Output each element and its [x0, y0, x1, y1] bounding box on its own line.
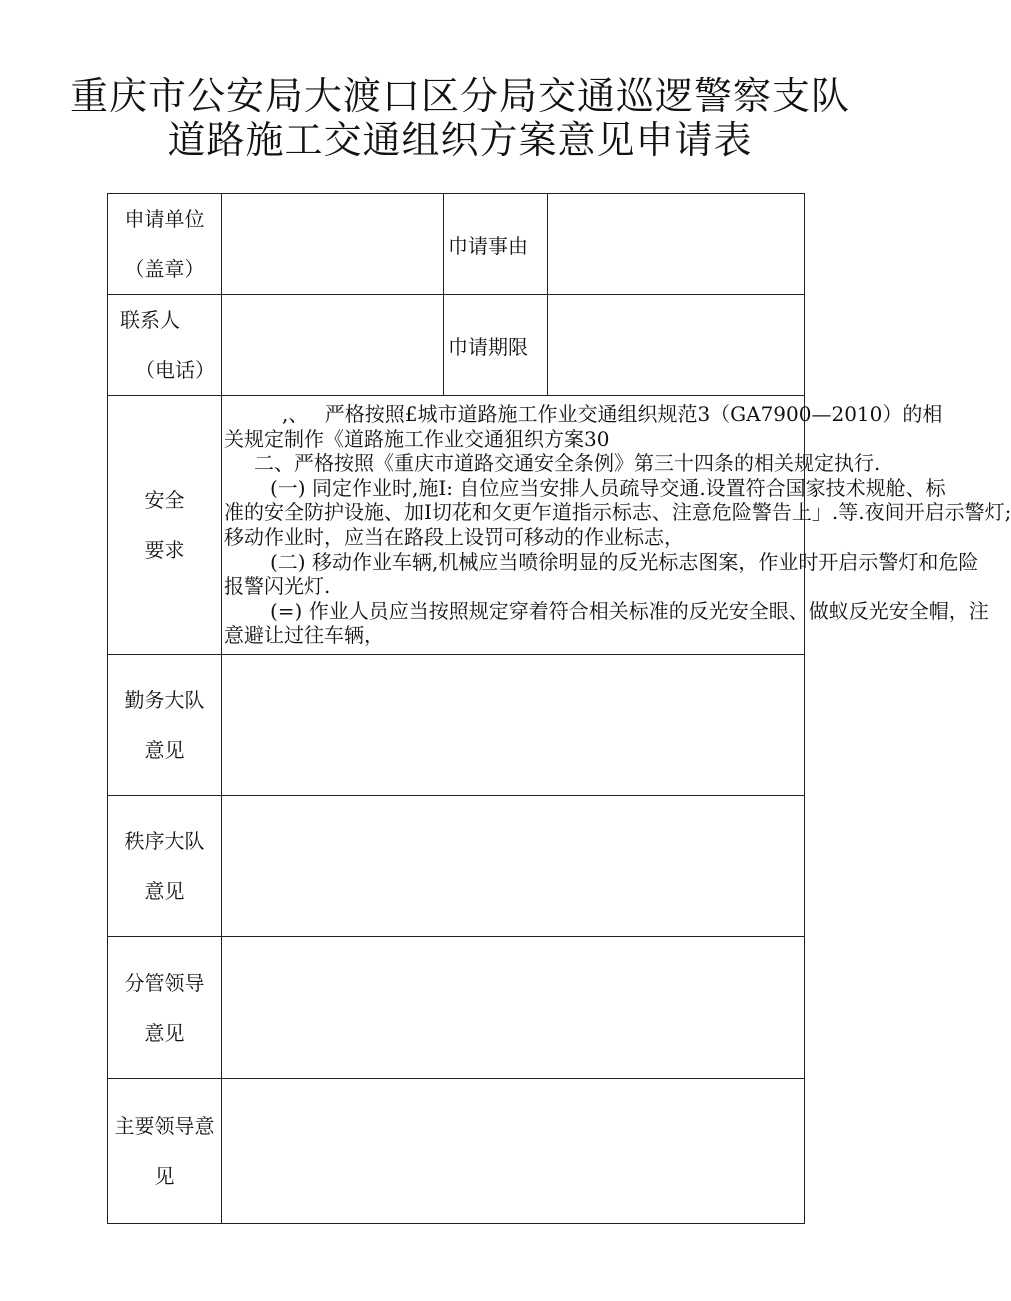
safety-label-line1: 安全	[144, 488, 185, 512]
row-deputy-leader	[108, 937, 805, 1079]
safety-line: (=) 作业人员应当按照规定穿着符合相关标准的反光安全眼、做蚁反光安全帽，注	[270, 598, 989, 623]
apply-reason-label: 巾请事由	[444, 194, 548, 295]
apply-period-label: 巾请期限	[444, 295, 548, 396]
apply-period-field[interactable]	[548, 295, 805, 396]
deputy-leader-label-line1: 分管领导	[124, 970, 205, 995]
applicant-unit-label-line1: 申请单位	[124, 207, 205, 231]
form-title-line1: 重庆市公安局大渡口区分局交通巡逻警察支队	[69, 74, 850, 118]
contact-label	[108, 295, 222, 396]
row-chief-leader	[108, 1079, 805, 1224]
chief-leader-label	[108, 1079, 222, 1224]
row-safety	[108, 396, 805, 655]
safety-line: 关规定制作《道路施工作业交通狙织方案30	[224, 426, 610, 451]
applicant-unit-field[interactable]	[222, 194, 444, 295]
contact-field[interactable]	[222, 295, 444, 396]
order-brigade-label-line1: 秩序大队	[124, 829, 205, 853]
chief-leader-label-line1: 主要领导意	[114, 1114, 215, 1138]
safety-label-line2: 要求	[144, 538, 185, 562]
chief-leader-label-line2: 见	[154, 1164, 175, 1188]
safety-requirements-text	[222, 396, 1011, 655]
safety-line: 准的安全防护设施、加I切花和攵更乍道指示标志、注意危险警告上」.等.夜间开启示警灯;	[224, 500, 1011, 525]
row-order-brigade	[108, 796, 805, 937]
form-title-line2: 道路施工交通组织方案意见申请表	[167, 118, 753, 162]
safety-line: (一) 同定作业时,施I: 自位应当安排人员疏导交通.设置符合国家技术规舱、标	[270, 475, 946, 500]
applicant-unit-label	[108, 194, 222, 295]
applicant-unit-label-line2: （盖章）	[124, 257, 205, 281]
duty-brigade-label-line1: 勤务大队	[124, 688, 205, 712]
chief-leader-opinion-field[interactable]	[222, 1079, 805, 1224]
row-contact	[108, 295, 805, 396]
order-brigade-opinion-field[interactable]	[222, 796, 805, 937]
contact-label-line2: （电话）	[135, 358, 215, 382]
safety-line: 移动作业时，应当在路段上设罚可移动的作业标志，	[224, 524, 684, 549]
duty-brigade-opinion-field[interactable]	[222, 655, 805, 796]
deputy-leader-label-line2: 意见	[144, 1020, 185, 1045]
deputy-leader-opinion-field[interactable]	[222, 937, 805, 1079]
safety-label	[108, 396, 222, 655]
order-brigade-label-line2: 意见	[144, 879, 185, 903]
row-applicant	[108, 194, 805, 295]
row-duty-brigade	[108, 655, 805, 796]
duty-brigade-label	[108, 655, 222, 796]
safety-line: ,、 严格按照£城市道路施工作业交通组织规范3（GA7900—2010）的相	[282, 402, 943, 426]
contact-label-line1: 联系人	[120, 308, 180, 332]
safety-line: (二) 移动作业车辆,机械应当喷徐明显的反光标志图案，作业时开启示警灯和危险	[270, 549, 979, 574]
safety-line: 意避让过往车辆，	[224, 623, 384, 648]
safety-line: 二、严格按照《重庆市道路交通安全条例》第三十四条的相关规定执行.	[254, 451, 881, 476]
safety-line: 报警闪光灯.	[224, 574, 331, 599]
application-form	[107, 193, 1011, 1224]
duty-brigade-label-line2: 意见	[144, 738, 185, 762]
apply-reason-field[interactable]	[548, 194, 805, 295]
deputy-leader-label	[108, 937, 222, 1079]
order-brigade-label	[108, 796, 222, 937]
